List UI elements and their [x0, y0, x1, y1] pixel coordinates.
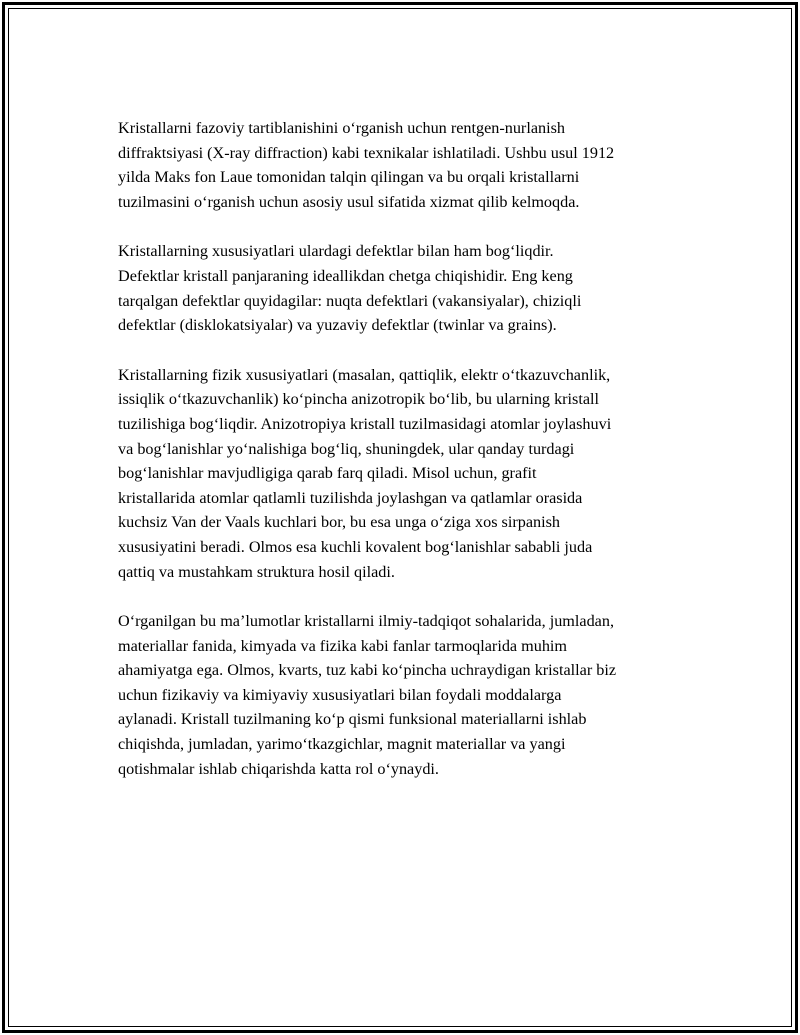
text-line: kuchsiz Van der Vaals kuchlari bor, bu esa unga o‘ziga xos sirpanish — [118, 513, 560, 532]
text-line: Kristallarni fazoviy tartiblanishini o‘rganish uchun rentgen-nurlanish — [118, 119, 565, 137]
paragraph-2 — [118, 239, 698, 337]
text-line: O‘rganilgan bu ma’lumotlar kristallarni ilmiy-tadqiqot sohalarida, jumladan, — [118, 612, 614, 631]
text-line: va bog‘lanishlar yo‘nalishiga bog‘liq, shuningdek, ular qanday turdagi — [118, 439, 575, 458]
text-line: qattiq va mustahkam struktura hosil qiladi. — [118, 562, 395, 581]
paragraph-1 — [118, 116, 698, 214]
text-line: chiqishda, jumladan, yarimo‘tkazgichlar, magnit materiallar va yangi — [118, 735, 566, 754]
text-line: defektlar (disklokatsiyalar) va yuzaviy defektlar (twinlar va grains). — [118, 316, 557, 335]
text-line: Defektlar kristall panjaraning ideallikdan chetga chiqishidir. Eng keng — [118, 266, 573, 285]
document-body — [118, 116, 698, 806]
text-line: qotishmalar ishlab chiqarishda katta rol o‘ynaydi. — [118, 759, 439, 778]
text-line: tarqalgan defektlar quyidagilar: nuqta defektlari (vakansiyalar), chiziqli — [118, 291, 582, 310]
paragraph-3 — [118, 363, 698, 584]
text-line: uchun fizikaviy va kimiyaviy xususiyatlari bilan foydali moddalarga — [118, 685, 562, 704]
text-line: ahamiyatga ega. Olmos, kvarts, tuz kabi ko‘pincha uchraydigan kristallar biz — [118, 661, 617, 680]
paragraph-4 — [118, 609, 698, 781]
text-line: yilda Maks fon Laue tomonidan talqin qilingan va bu orqali kristallarni — [118, 168, 580, 187]
text-line: materiallar fanida, kimyada va fizika kabi fanlar tarmoqlarida muhim — [118, 636, 568, 655]
text-line: Kristallarning xususiyatlari ulardagi defektlar bilan ham bog‘liqdir. — [118, 242, 554, 261]
text-line: xususiyatini beradi. Olmos esa kuchli kovalent bog‘lanishlar sababli juda — [118, 537, 593, 556]
text-line: issiqlik o‘tkazuvchanlik) ko‘pincha anizotropik bo‘lib, bu ularning kristall — [118, 390, 600, 409]
text-line: tuzilmasini o‘rganish uchun asosiy usul sifatida xizmat qilib kelmoqda. — [118, 192, 580, 211]
text-line: bog‘lanishlar mavjudligiga qarab farq qiladi. Misol uchun, grafit — [118, 464, 537, 483]
text-line: tuzilishiga bog‘liqdir. Anizotropiya kristall tuzilmasidagi atomlar joylashuvi — [118, 414, 612, 433]
text-line: Kristallarning fizik xususiyatlari (masalan, qattiqlik, elektr o‘tkazuvchanlik, — [118, 365, 611, 384]
text-line: kristallarida atomlar qatlamli tuzilishda joylashgan va qatlamlar orasida — [118, 488, 583, 507]
text-line: diffraktsiyasi (X-ray diffraction) kabi texnikalar ishlatiladi. Ushbu usul 1912 — [118, 143, 615, 162]
text-line: aylanadi. Kristall tuzilmaning ko‘p qismi funksional materiallarni ishlab — [118, 710, 587, 729]
